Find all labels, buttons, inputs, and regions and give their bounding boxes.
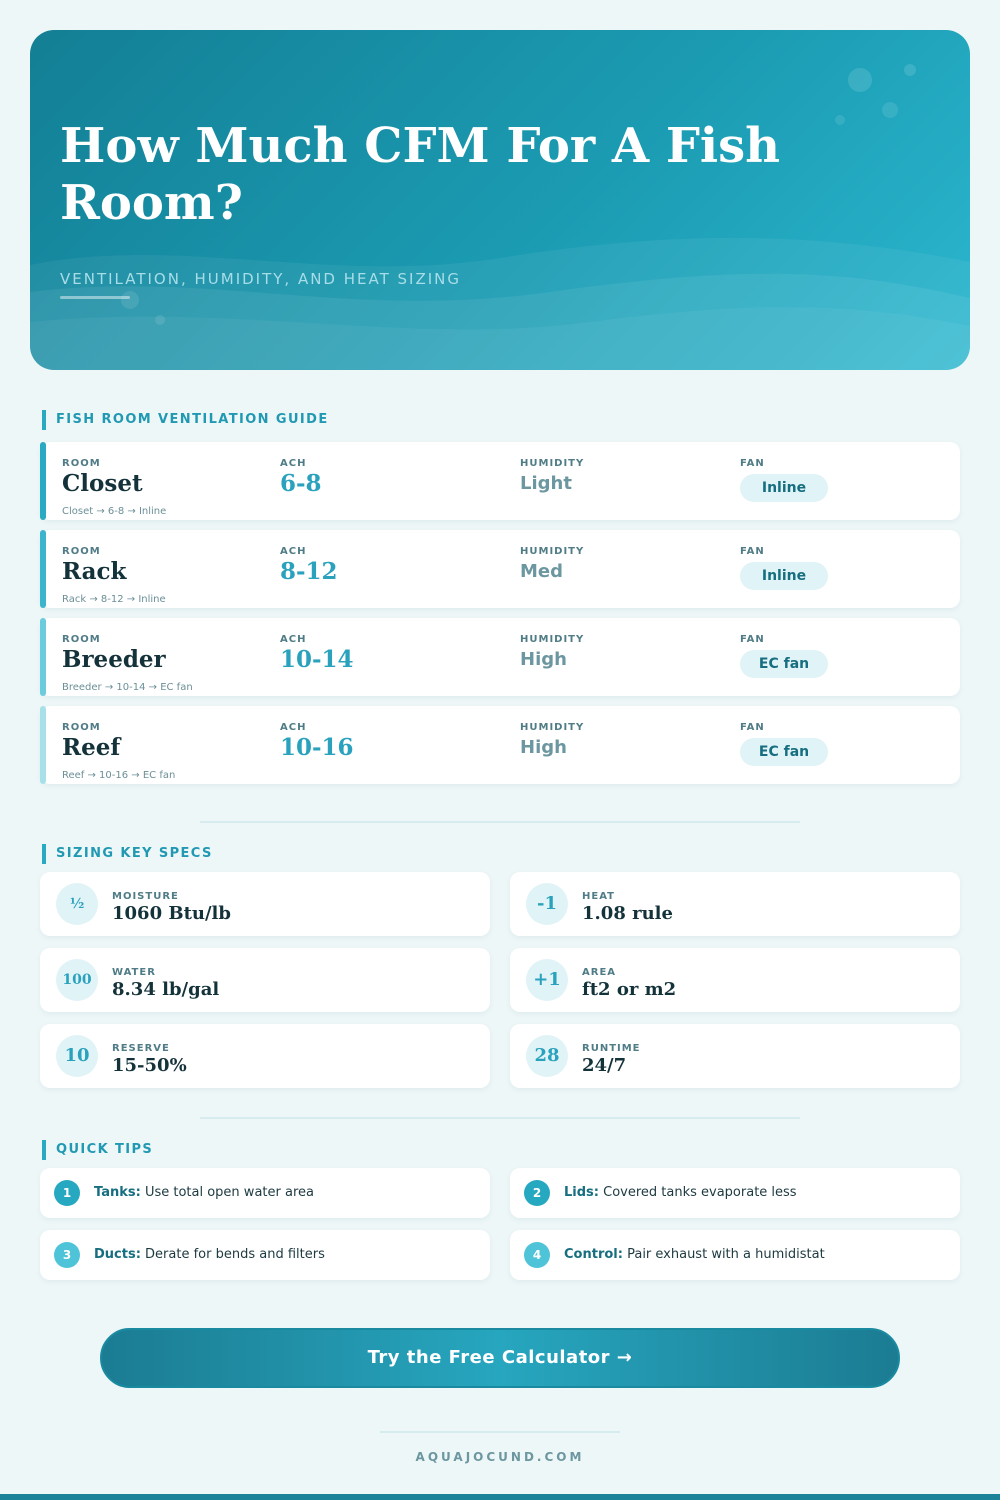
fan-label: FAN: [740, 458, 765, 469]
room-path: Rack → 8-12 → Inline: [62, 594, 166, 605]
tip-card: [40, 1230, 490, 1280]
room-path: Breeder → 10-14 → EC fan: [62, 682, 193, 693]
tip-number: 2: [524, 1180, 550, 1206]
guide-row-breeder: [40, 618, 960, 696]
section-divider: [200, 1117, 800, 1119]
spec-value: 15-50%: [112, 1055, 187, 1076]
humidity-value: High: [520, 649, 567, 670]
fan-badge: Inline: [740, 474, 828, 502]
humidity-label: HUMIDITY: [520, 458, 585, 469]
spec-label: RUNTIME: [582, 1043, 641, 1054]
ach-label: ACH: [280, 722, 307, 733]
tip-number: 4: [524, 1242, 550, 1268]
tip-body: Derate for bends and filters: [145, 1247, 325, 1262]
fan-label: FAN: [740, 634, 765, 645]
spec-label: AREA: [582, 967, 617, 978]
hero-banner: [30, 30, 970, 370]
spec-badge: 10: [56, 1035, 98, 1077]
row-accent-bar: [40, 530, 46, 608]
humidity-value: Light: [520, 473, 572, 494]
spec-badge: 100: [56, 959, 98, 1001]
spec-badge: 28: [526, 1035, 568, 1077]
room-label: ROOM: [62, 722, 101, 733]
tip-number: 1: [54, 1180, 80, 1206]
room-name: Reef: [62, 734, 121, 761]
tip-key: Lids:: [564, 1185, 599, 1200]
ach-label: ACH: [280, 546, 307, 557]
room-name: Breeder: [62, 646, 166, 673]
tip-number: 3: [54, 1242, 80, 1268]
room-label: ROOM: [62, 458, 101, 469]
room-label: ROOM: [62, 634, 101, 645]
tip-text: [564, 1185, 797, 1200]
fan-badge: Inline: [740, 562, 828, 590]
tips-heading: QUICK TIPS: [42, 1140, 153, 1160]
ach-label: ACH: [280, 634, 307, 645]
fan-badge: EC fan: [740, 650, 828, 678]
specs-heading: SIZING KEY SPECS: [42, 844, 213, 864]
tip-text: [94, 1247, 325, 1262]
room-path: Reef → 10-16 → EC fan: [62, 770, 176, 781]
humidity-label: HUMIDITY: [520, 634, 585, 645]
humidity-label: HUMIDITY: [520, 722, 585, 733]
page-subtitle: VENTILATION, HUMIDITY, AND HEAT SIZING: [60, 270, 462, 288]
fan-label: FAN: [740, 722, 765, 733]
site-link[interactable]: AQUAJOCUND.COM: [415, 1450, 585, 1464]
room-name: Rack: [62, 558, 127, 585]
spec-label: WATER: [112, 967, 156, 978]
humidity-value: Med: [520, 561, 564, 582]
fan-label: FAN: [740, 546, 765, 557]
spec-card-runtime: [510, 1024, 960, 1088]
row-accent-bar: [40, 442, 46, 520]
ach-value: 8-12: [280, 558, 338, 585]
page-title: How Much CFM For A Fish Room?: [60, 118, 781, 231]
footer-divider: [380, 1431, 620, 1433]
guide-row-rack: [40, 530, 960, 608]
spec-card-reserve: [40, 1024, 490, 1088]
room-name: Closet: [62, 470, 143, 497]
spec-value: 1060 Btu/lb: [112, 903, 231, 924]
subtitle-underline: [60, 296, 130, 299]
guide-row-closet: [40, 442, 960, 520]
row-accent-bar: [40, 618, 46, 696]
guide-heading: FISH ROOM VENTILATION GUIDE: [42, 410, 329, 430]
spec-label: RESERVE: [112, 1043, 170, 1054]
section-divider: [200, 821, 800, 823]
spec-value: 24/7: [582, 1055, 627, 1076]
tip-card: [40, 1168, 490, 1218]
spec-value: 1.08 rule: [582, 903, 673, 924]
spec-value: ft2 or m2: [582, 979, 677, 1000]
tip-body: Covered tanks evaporate less: [603, 1185, 797, 1200]
spec-badge: ½: [56, 883, 98, 925]
calculator-cta-button[interactable]: Try the Free Calculator →: [100, 1328, 900, 1388]
tip-key: Ducts:: [94, 1247, 141, 1262]
spec-card-heat: [510, 872, 960, 936]
tip-text: [564, 1247, 825, 1262]
spec-card-water: [40, 948, 490, 1012]
tip-card: [510, 1230, 960, 1280]
room-label: ROOM: [62, 546, 101, 557]
ach-value: 10-14: [280, 646, 354, 673]
tip-text: [94, 1185, 314, 1200]
spec-label: MOISTURE: [112, 891, 179, 902]
tip-body: Use total open water area: [144, 1185, 314, 1200]
spec-badge: -1: [526, 883, 568, 925]
footer-bar: [0, 1494, 1000, 1500]
tip-body: Pair exhaust with a humidistat: [627, 1247, 825, 1262]
spec-value: 8.34 lb/gal: [112, 979, 220, 1000]
guide-row-reef: [40, 706, 960, 784]
row-accent-bar: [40, 706, 46, 784]
spec-card-moisture: [40, 872, 490, 936]
tip-key: Tanks:: [94, 1185, 141, 1200]
spec-label: HEAT: [582, 891, 615, 902]
ach-value: 6-8: [280, 470, 322, 497]
ach-value: 10-16: [280, 734, 354, 761]
tip-key: Control:: [564, 1247, 623, 1262]
spec-card-area: [510, 948, 960, 1012]
ach-label: ACH: [280, 458, 307, 469]
fan-badge: EC fan: [740, 738, 828, 766]
tip-card: [510, 1168, 960, 1218]
spec-badge: +1: [526, 959, 568, 1001]
humidity-label: HUMIDITY: [520, 546, 585, 557]
room-path: Closet → 6-8 → Inline: [62, 506, 167, 517]
humidity-value: High: [520, 737, 567, 758]
